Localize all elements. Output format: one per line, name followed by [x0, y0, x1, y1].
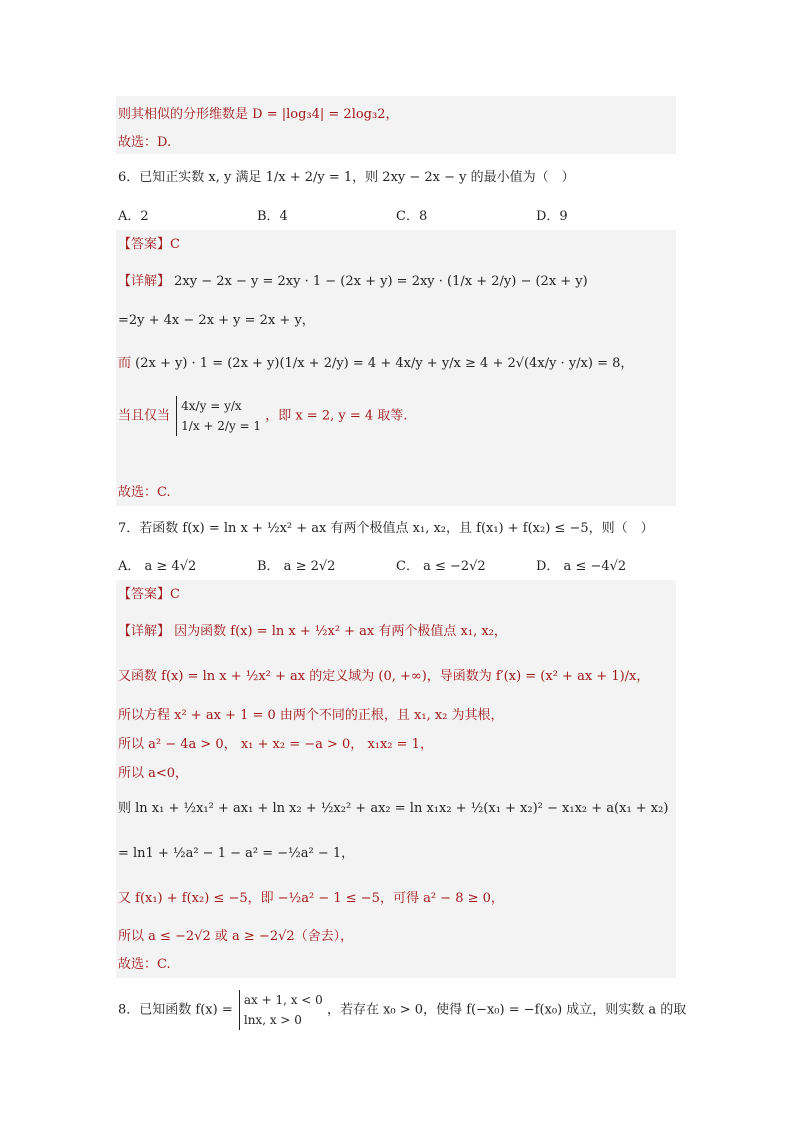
q7-s2: 又函数 f(x) = ln x + ½x² + ax 的定义域为 (0, +∞)，导函数为 f′(x) = (x² + ax + 1)/x， — [118, 669, 650, 684]
q7-s4: 所以 a² − 4a > 0， x₁ + x₂ = −a > 0， x₁x₂ = 1， — [118, 737, 433, 752]
prev-solution-line: 则其相似的分形维数是 D = |log₃4| = 2log₃2， — [118, 107, 399, 122]
q7-option-a: A． a ≥ 4√2 — [118, 559, 197, 574]
q6-step1 — [118, 270, 588, 289]
q6-step4-case1: 4x/y = y/x — [181, 399, 242, 413]
q7-detail-label: 【详解】 — [118, 624, 171, 639]
q6-step3-expr: (2x + y) · 1 = (2x + y)(1/x + 2/y) = 4 + 4x/y + y/x ≥ 4 + 2√(4x/y · y/x) = 8， — [135, 356, 634, 371]
solution-block-q7 — [116, 580, 676, 978]
q7-s9: 所以 a ≤ −2√2 或 a ≥ −2√2（舍去）， — [118, 929, 354, 944]
q7-option-b: B． a ≥ 2√2 — [257, 559, 336, 574]
q6-step4-system — [176, 396, 261, 436]
q6-step4-case2: 1/x + 2/y = 1 — [181, 419, 262, 433]
q7-answer: 【答案】C — [118, 587, 180, 602]
q7-s5: 所以 a<0， — [118, 766, 189, 781]
q6-step3-prefix: 而 — [118, 356, 132, 371]
prev-conclusion: 故选：D. — [118, 135, 172, 150]
q6-answer: 【答案】C — [118, 237, 180, 252]
q7-s7: = ln1 + ½a² − 1 − a² = −½a² − 1， — [118, 846, 355, 861]
q6-step3 — [118, 352, 633, 371]
q7-s3: 所以方程 x² + ax + 1 = 0 由两个不同的正根，且 x₁, x₂ 为其根， — [118, 708, 504, 723]
q6-step4-suffix: ，即 x = 2, y = 4 取等. — [265, 408, 408, 424]
q7-s6: 则 ln x₁ + ½x₁² + ax₁ + ln x₂ + ½x₂² + ax₂ = ln x₁x₂ + ½(x₁ + x₂)² − x₁x₂ + a(x₁ + x₂) — [118, 801, 669, 816]
q6-option-b: B．4 — [257, 209, 288, 224]
q6-detail-label: 【详解】 — [118, 274, 171, 289]
q7-s1-text: 因为函数 f(x) = ln x + ½x² + ax 有两个极值点 x₁, x₂， — [174, 624, 507, 639]
q7-conclusion: 故选：C. — [118, 957, 171, 972]
q8-piecewise — [239, 990, 323, 1030]
q7-option-c: C． a ≤ −2√2 — [396, 559, 486, 574]
q6-option-d: D．9 — [536, 209, 568, 224]
q8-prefix: 8．已知函数 f(x) = — [118, 1002, 237, 1018]
q8-case2: lnx, x > 0 — [243, 1013, 302, 1027]
q6-option-a: A．2 — [118, 209, 149, 224]
q6-step4-prefix: 当且仅当 — [118, 408, 171, 424]
q7-option-d: D． a ≤ −4√2 — [536, 559, 627, 574]
q6-option-c: C．8 — [396, 209, 428, 224]
q6-step2: =2y + 4x − 2x + y = 2x + y， — [118, 313, 315, 328]
question-8 — [118, 990, 686, 1030]
q6-conclusion: 故选：C. — [118, 485, 171, 500]
q6-step1-expr: 2xy − 2x − y = 2xy · 1 − (2x + y) = 2xy · (1/x + 2/y) − (2x + y) — [174, 274, 588, 289]
q8-suffix: ，若存在 x₀ > 0，使得 f(−x₀) = −f(x₀) 成立，则实数 a 的取 — [326, 1002, 687, 1018]
q7-s8: 又 f(x₁) + f(x₂) ≤ −5，即 −½a² − 1 ≤ −5，可得 a² − 8 ≥ 0， — [118, 891, 504, 906]
question-6: 6．已知正实数 x, y 满足 1/x + 2/y = 1，则 2xy − 2x − y 的最小值为（ ） — [118, 170, 575, 185]
q7-s1 — [118, 620, 507, 639]
q8-case1: ax + 1, x < 0 — [243, 993, 323, 1007]
q6-step4 — [118, 396, 407, 436]
question-7: 7．若函数 f(x) = ln x + ½x² + ax 有两个极值点 x₁, x₂，且 f(x₁) + f(x₂) ≤ −5，则（ ） — [118, 521, 654, 536]
